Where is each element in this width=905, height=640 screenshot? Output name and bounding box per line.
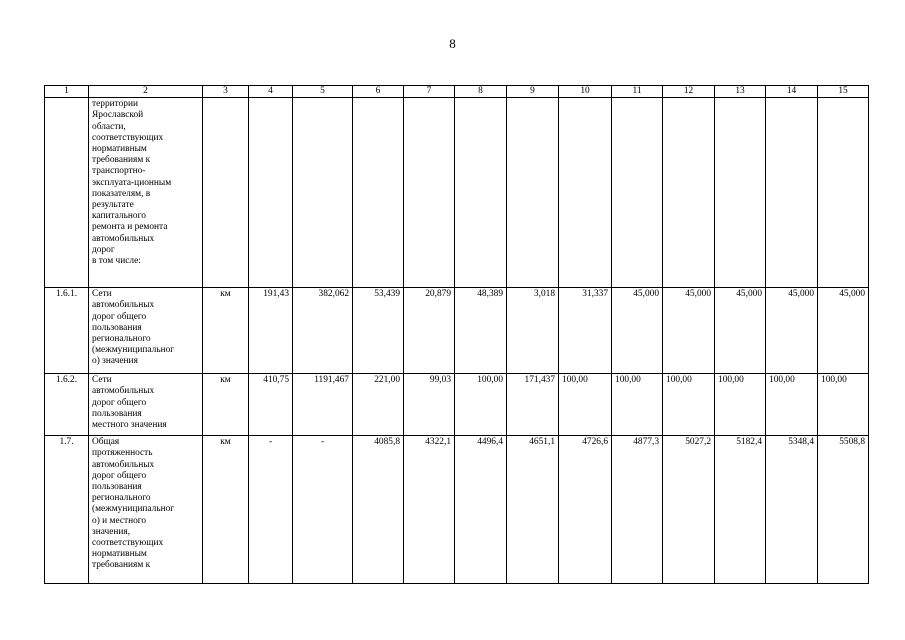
row-number-cell: 1.7. [45, 436, 89, 584]
value-cell: 4651,1 [507, 436, 559, 584]
indicator-name-line: области, [92, 121, 126, 132]
column-number-cell: 11 [612, 86, 663, 98]
indicator-name-line: автомобильных [92, 233, 155, 244]
value-cell: 1191,467 [293, 374, 353, 436]
row-number-cell: 1.6.2. [45, 374, 89, 436]
indicator-name-line: Ярославской [92, 110, 144, 121]
column-number-cell: 10 [559, 86, 612, 98]
value-cell: 100,00 [559, 374, 612, 436]
value-cell: 3,018 [507, 288, 559, 374]
indicator-name-line: нормативным [92, 549, 147, 560]
indicator-name-line: пользования [92, 408, 142, 419]
indicator-name-cell [89, 98, 203, 288]
indicator-name-cell [89, 436, 203, 584]
indicator-name-line: транспортно- [92, 166, 146, 177]
indicator-name-line: Сети [92, 289, 112, 300]
value-cell: 100,00 [612, 374, 663, 436]
value-cell: 99,03 [404, 374, 455, 436]
indicator-name-line: (межмуниципальног [92, 504, 175, 515]
table-row [45, 288, 869, 374]
indicator-name-line: автомобильных [92, 386, 155, 397]
unit-cell: км [203, 288, 249, 374]
column-number-cell: 15 [818, 86, 869, 98]
indicator-name-line: соответствующих [92, 538, 164, 549]
unit-cell: км [203, 436, 249, 584]
table-row [45, 436, 869, 584]
value-cell: 5182,4 [715, 436, 766, 584]
indicator-name-line: автомобильных [92, 300, 155, 311]
indicator-name-line: Общая [92, 437, 120, 448]
indicator-name-line: дорог общего [92, 311, 147, 322]
column-number-cell: 7 [404, 86, 455, 98]
column-number-cell: 1 [45, 86, 89, 98]
value-cell [249, 98, 293, 288]
indicator-table [44, 85, 869, 584]
indicator-name-line: пользования [92, 322, 142, 333]
value-cell: 171,437 [507, 374, 559, 436]
indicator-name-line: о) значения [92, 356, 138, 367]
row-number-cell [45, 98, 89, 288]
value-cell: 53,439 [353, 288, 404, 374]
value-cell: 4496,4 [455, 436, 507, 584]
indicator-name-line: капитального [92, 211, 146, 222]
value-cell: 382,062 [293, 288, 353, 374]
indicator-name-line: ремонта и ремонта [92, 222, 168, 233]
indicator-name-line: соответствующих [92, 132, 164, 143]
column-number-cell: 8 [455, 86, 507, 98]
indicator-name-line: пользования [92, 482, 142, 493]
indicator-name-line: территории [92, 99, 139, 110]
indicator-name-line: результате [92, 200, 134, 211]
column-number-cell: 12 [663, 86, 715, 98]
indicator-name-cell [89, 288, 203, 374]
indicator-name-line: регионального [92, 493, 151, 504]
value-cell: 221,00 [353, 374, 404, 436]
value-cell: 410,75 [249, 374, 293, 436]
indicator-name-line: автомобильных [92, 459, 155, 470]
value-cell: 100,00 [663, 374, 715, 436]
value-cell: 100,00 [455, 374, 507, 436]
value-cell: 45,000 [663, 288, 715, 374]
value-cell: 4726,6 [559, 436, 612, 584]
value-cell [612, 98, 663, 288]
indicator-name-line: (межмуниципальног [92, 345, 175, 356]
value-cell [663, 98, 715, 288]
column-number-cell: 9 [507, 86, 559, 98]
value-cell [404, 98, 455, 288]
column-number-cell: 3 [203, 86, 249, 98]
value-cell: 31,337 [559, 288, 612, 374]
value-cell [293, 98, 353, 288]
value-cell [715, 98, 766, 288]
value-cell: 20,879 [404, 288, 455, 374]
value-cell: 191,43 [249, 288, 293, 374]
value-cell [507, 98, 559, 288]
value-cell: 45,000 [818, 288, 869, 374]
unit-cell [203, 98, 249, 288]
value-cell: 48,389 [455, 288, 507, 374]
value-cell: 100,00 [766, 374, 818, 436]
indicator-name-line: в том числе: [92, 256, 141, 267]
indicator-name-line: значения, [92, 526, 131, 537]
value-cell: 100,00 [818, 374, 869, 436]
value-cell: 45,000 [715, 288, 766, 374]
unit-cell: км [203, 374, 249, 436]
value-cell [353, 98, 404, 288]
value-cell: - [293, 436, 353, 584]
indicator-name-line: эксплуата-ционным [92, 177, 172, 188]
value-cell: - [249, 436, 293, 584]
indicator-name-line: регионального [92, 334, 151, 345]
indicator-name-line: показателям, в [92, 188, 151, 199]
value-cell: 5348,4 [766, 436, 818, 584]
value-cell: 5027,2 [663, 436, 715, 584]
value-cell: 4877,3 [612, 436, 663, 584]
value-cell [766, 98, 818, 288]
indicator-name-line: дорог [92, 244, 115, 255]
indicator-name-cell [89, 374, 203, 436]
column-number-cell: 14 [766, 86, 818, 98]
value-cell: 45,000 [612, 288, 663, 374]
table-row [45, 374, 869, 436]
column-number-row [45, 86, 869, 98]
indicator-name-line: о) и местного [92, 515, 147, 526]
indicator-name-line: местного значения [92, 420, 167, 431]
indicator-name-line: дорог общего [92, 397, 147, 408]
indicator-name-line: требованиям к [92, 560, 151, 571]
table-row [45, 98, 869, 288]
indicator-name-line: Сети [92, 375, 112, 386]
column-number-cell: 4 [249, 86, 293, 98]
value-cell: 100,00 [715, 374, 766, 436]
value-cell: 5508,8 [818, 436, 869, 584]
page-number: 8 [449, 36, 456, 51]
value-cell: 4085,8 [353, 436, 404, 584]
value-cell: 45,000 [766, 288, 818, 374]
indicator-name-line: нормативным [92, 144, 147, 155]
column-number-cell: 13 [715, 86, 766, 98]
column-number-cell: 2 [89, 86, 203, 98]
indicator-name-line: требованиям к [92, 155, 151, 166]
column-number-cell: 5 [293, 86, 353, 98]
value-cell [559, 98, 612, 288]
indicator-name-line: протяженность [92, 448, 153, 459]
column-number-cell: 6 [353, 86, 404, 98]
indicator-name-line: дорог общего [92, 470, 147, 481]
value-cell [455, 98, 507, 288]
value-cell [818, 98, 869, 288]
value-cell: 4322,1 [404, 436, 455, 584]
row-number-cell: 1.6.1. [45, 288, 89, 374]
